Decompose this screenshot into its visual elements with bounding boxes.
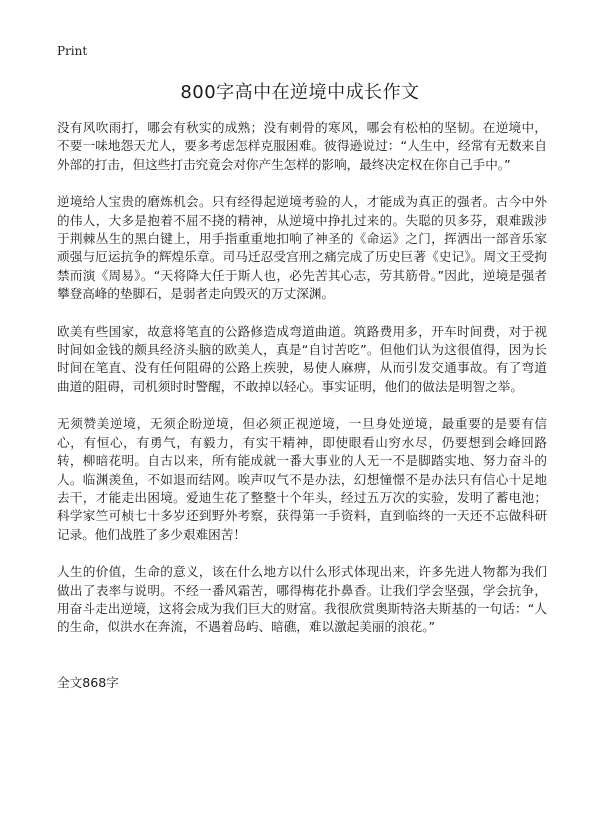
article-paragraph: 无须赞美逆境，无须企盼逆境，但必须正视逆境，一旦身处逆境，最重要的是要有信心，有恒心，有勇气，有毅力，有实干精神，即使眼看山穷水尽，仍要想到会峰回路转，柳暗花明。自古以来，所有能成就一番大事业的人无一不是脚踏实地、努力奋斗的人。临渊羡鱼，不如退而结网。唉声叹气不是办法，幻想憧憬不是办法只有信心十足地去干，才能走出困境。爱迪生花了整整十个年头，经过五万次的实验，发明了蓄电池；科学家竺可桢七十多岁还到野外考察，获得第一手资料，直到临终的一天还不忘做科研记录。他们战胜了多少艰难困苦！ — [57, 416, 547, 542]
article-title: 800字高中在逆境中成长作文 — [180, 82, 420, 103]
article-body — [57, 119, 547, 656]
article-paragraph: 没有风吹雨打，哪会有秋实的成熟；没有刺骨的寒风，哪会有松柏的坚韧。在逆境中，不要一味地怨天尤人，要多考虑怎样克服困难。彼得逊说过：“人生中，经常有无数来自外部的打击，但这些打击究竟会对你产生怎样的影响，最终决定权在你自己手中。” — [57, 120, 547, 172]
word-count: 全文868字 — [57, 675, 119, 690]
article-paragraph: 逆境给人宝贵的磨炼机会。只有经得起逆境考验的人，才能成为真正的强者。古今中外的伟人，大多是抱着不屈不挠的精神，从逆境中挣扎过来的。失聪的贝多芬，艰难跋涉于荆棘丛生的黑白键上，用手指重重地扣响了神圣的《命运》之门，挥洒出一部音乐家顽强与厄运抗争的辉煌乐章。司马迁忍受宫刑之痛完成了历史巨著《史记》。周文王受拘禁而演《周易》。“天将降大任于斯人也，必先苦其心志，劳其筋骨。”因此，逆境是强者攀登高峰的垫脚石，是弱者走向毁灭的万丈深渊。 — [57, 194, 547, 302]
article-paragraph: 欧美有些国家，故意将笔直的公路修造成弯道曲道。筑路费用多，开车时间费，对于视时间如金钱的颇具经济头脑的欧美人，真是“自讨苦吃”。但他们认为这很值得，因为长时间在笔直、没有任何阻碍的公路上疾驶，易使人麻痹，从而引发交通事故。有了弯道曲道的阻碍，司机须时时警醒，不敢掉以轻心。事实证明，他们的做法是明智之举。 — [57, 323, 547, 394]
print-link[interactable]: Print — [57, 44, 88, 58]
article-paragraph: 人生的价值，生命的意义，该在什么地方以什么形式体现出来，许多先进人物都为我们做出了表率与说明。不经一番风霜苦，哪得梅花扑鼻香。让我们学会坚强，学会抗争，用奋斗走出逆境，这将会成为我们巨大的财富。我很欣赏奥斯特洛夫斯基的一句话：“人的生命，似洪水在奔流，不遇着岛屿、暗礁，难以激起美丽的浪花。” — [57, 564, 547, 635]
